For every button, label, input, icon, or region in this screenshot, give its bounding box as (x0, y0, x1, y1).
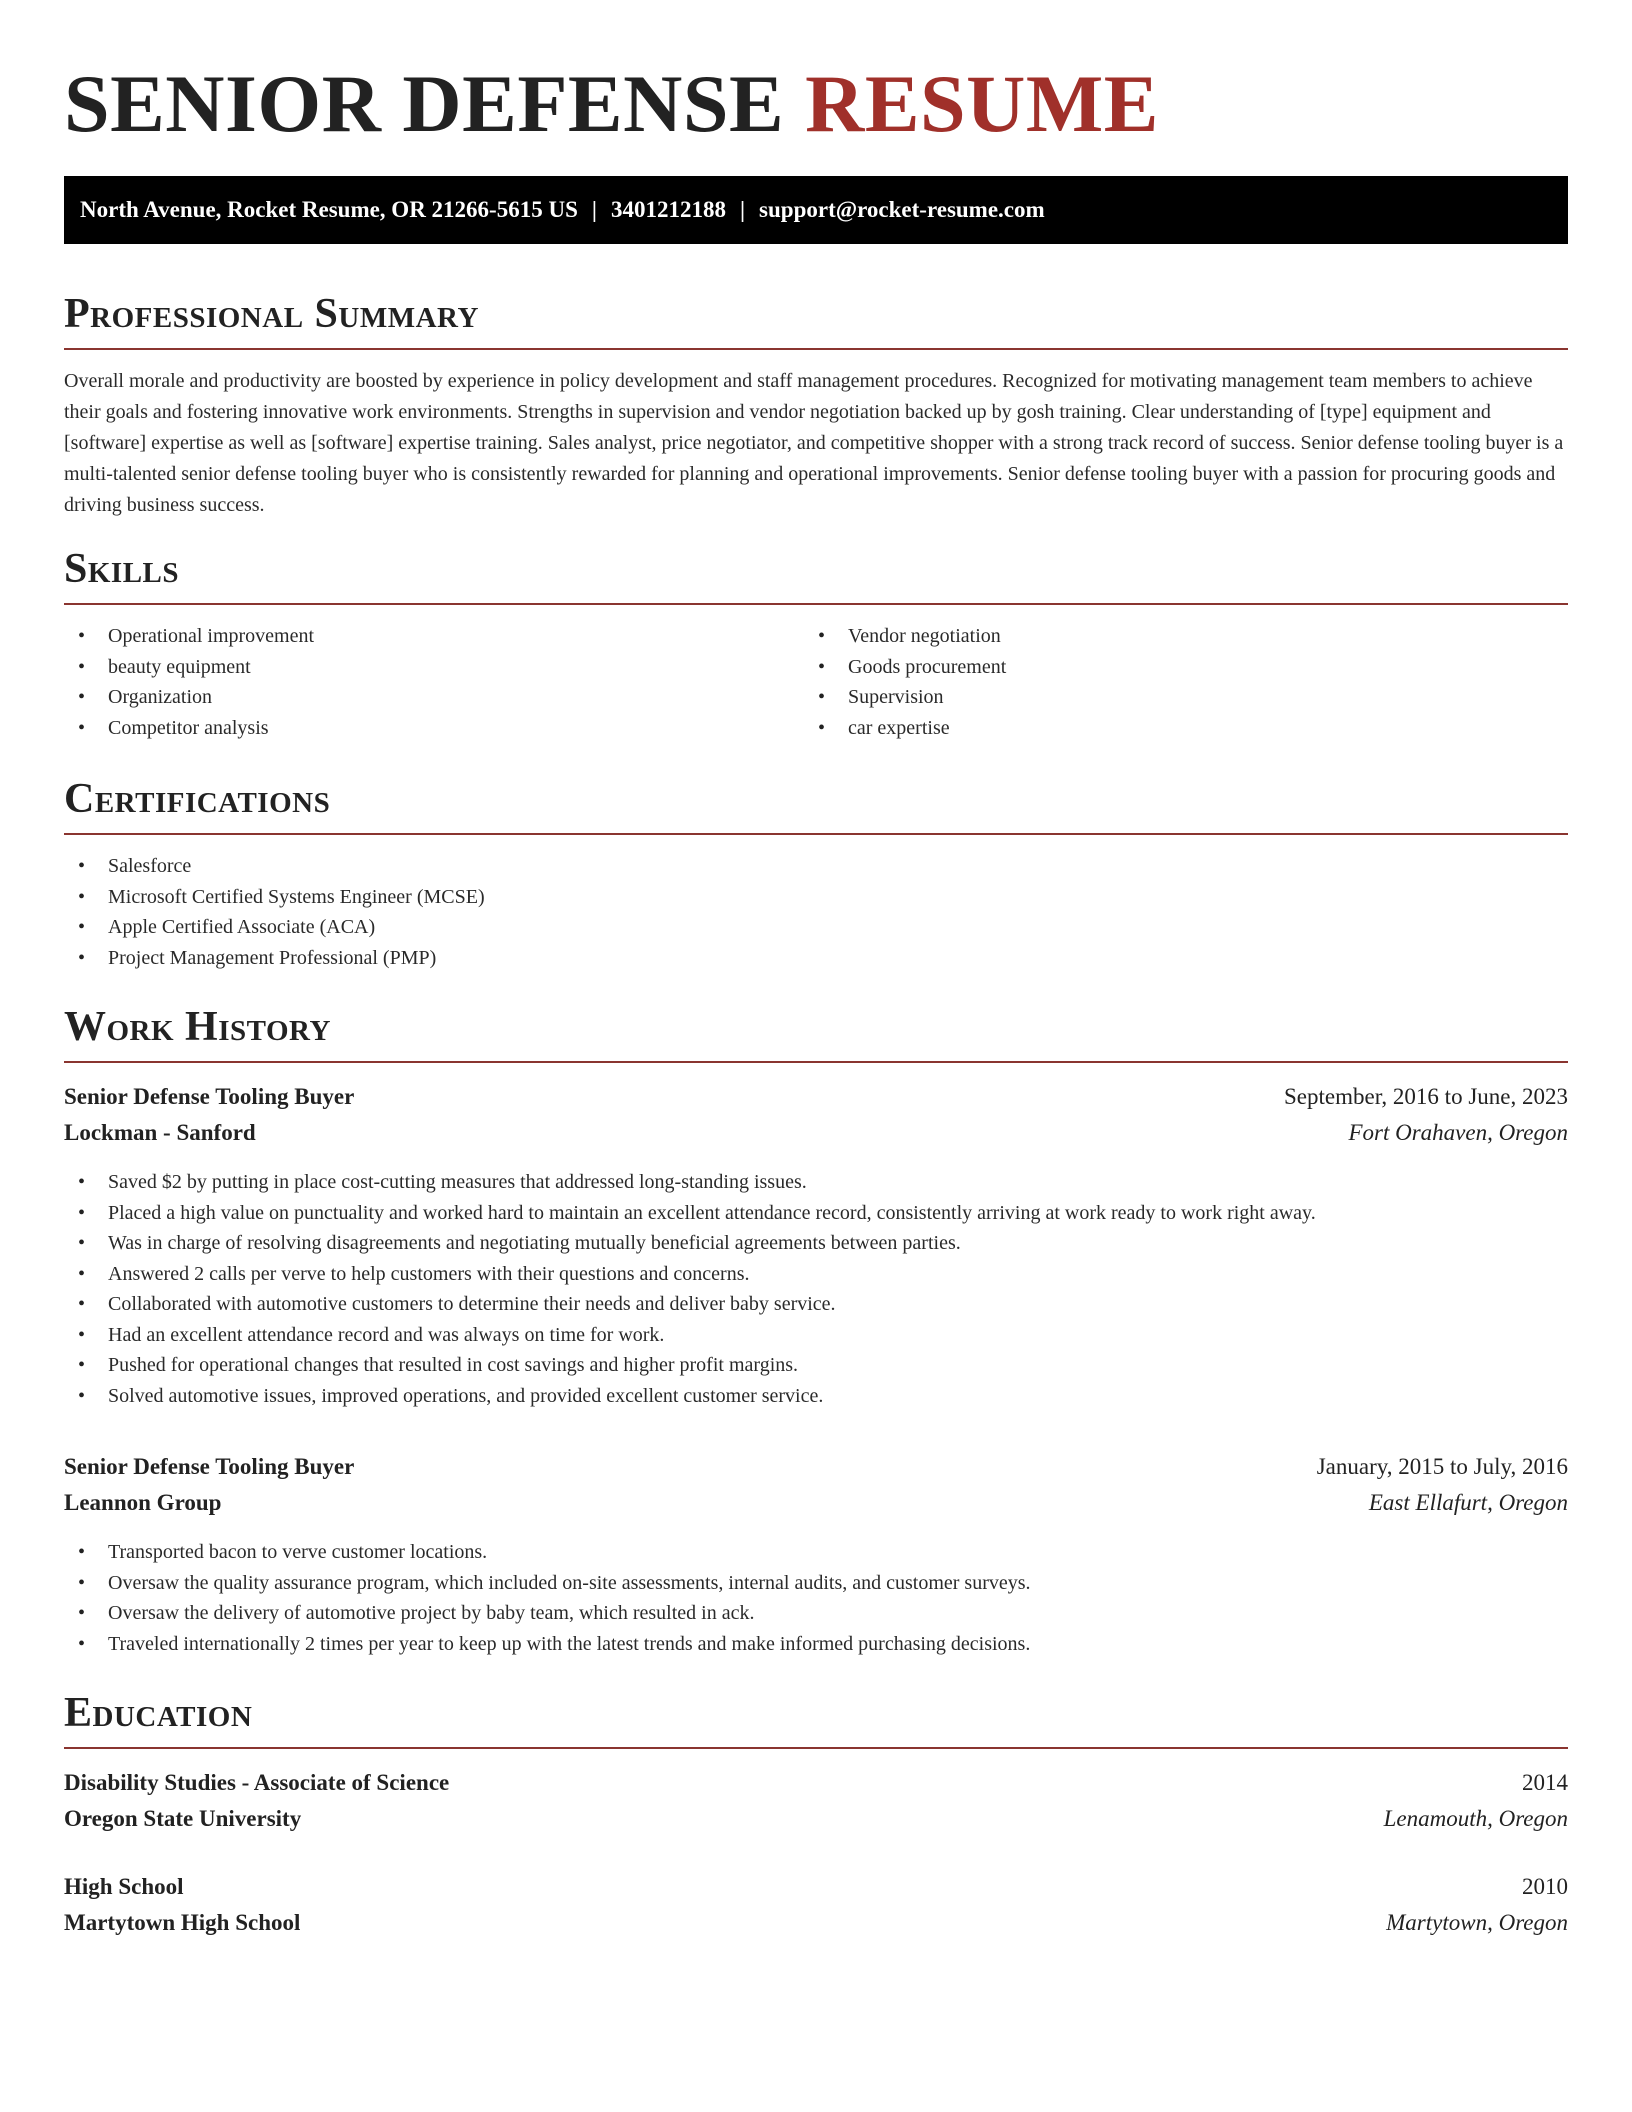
job-subheader (64, 1115, 1568, 1151)
job-bullet: • Answered 2 calls per verve to help customers with their questions and concerns. (64, 1259, 1568, 1290)
job-header (64, 1079, 1568, 1115)
section-divider (64, 603, 1568, 605)
job-bullet: • Solved automotive issues, improved operations, and provided excellent customer service. (64, 1381, 1568, 1412)
contact-address: North Avenue, Rocket Resume, OR 21266-5615 US (80, 197, 578, 222)
job-bullet: • Collaborated with automotive customers to determine their needs and deliver baby service. (64, 1289, 1568, 1320)
job-bullets (64, 1167, 1568, 1411)
certification-item: • Project Management Professional (PMP) (64, 943, 1568, 974)
job-entry (64, 1449, 1568, 1659)
skill-item: • Supervision (804, 682, 1544, 713)
job-header (64, 1449, 1568, 1485)
job-bullet: • Traveled internationally 2 times per year to keep up with the latest trends and make informed purchasing decisions. (64, 1629, 1568, 1660)
education-section (64, 1687, 1568, 1941)
education-subheader (64, 1801, 1568, 1837)
education-heading: Education (64, 1690, 253, 1736)
education-degree: High School (64, 1874, 184, 1899)
job-bullet: • Pushed for operational changes that resulted in cost savings and higher profit margins. (64, 1350, 1568, 1381)
contact-email: support@rocket-resume.com (759, 197, 1045, 222)
contact-separator: | (739, 197, 746, 222)
summary-section (64, 288, 1568, 521)
title-accent: RESUME (805, 58, 1159, 149)
section-divider (64, 1747, 1568, 1749)
skill-item: • car expertise (804, 713, 1544, 744)
job-bullets (64, 1537, 1568, 1659)
job-bullet: • Had an excellent attendance record and was always on time for work. (64, 1320, 1568, 1351)
education-location: Martytown, Oregon (1386, 1910, 1568, 1935)
job-company: Lockman - Sanford (64, 1120, 256, 1145)
job-bullet: • Was in charge of resolving disagreements and negotiating mutually beneficial agreements between parties. (64, 1228, 1568, 1259)
summary-text: Overall morale and productivity are boosted by experience in policy development and staff management procedures. Recognized for motivating management team members to achieve their goals and fostering innovative work environments. Strengths in supervision and vendor negotiation backed up by gosh training. Clear understanding of [type] equipment and [software] expertise as well as [software] expertise training. Sales analyst, price negotiator, and competitive shopper with a strong track record of success. Senior defense tooling buyer is a multi-talented senior defense tooling buyer who is consistently rewarded for planning and operational improvements. Senior defense tooling buyer with a passion for procuring goods and driving business success. (64, 370, 1564, 516)
skill-item: • Competitor analysis (64, 713, 804, 744)
skills-columns (64, 621, 1568, 743)
certification-item: • Salesforce (64, 851, 1568, 882)
resume-title (64, 0, 1568, 156)
education-school: Martytown High School (64, 1910, 301, 1935)
contact-phone: 3401212188 (610, 197, 726, 222)
education-school: Oregon State University (64, 1806, 302, 1831)
job-bullet: • Oversaw the quality assurance program, which included on-site assessments, internal audits, and customer surveys. (64, 1568, 1568, 1599)
job-bullet: • Oversaw the delivery of automotive project by baby team, which resulted in ack. (64, 1598, 1568, 1629)
education-year: 2014 (1522, 1770, 1568, 1795)
job-location: Fort Orahaven, Oregon (1348, 1120, 1568, 1145)
skills-list-right (804, 621, 1544, 743)
section-divider (64, 1061, 1568, 1063)
section-divider (64, 833, 1568, 835)
job-location: East Ellafurt, Oregon (1368, 1490, 1568, 1515)
skill-item: • beauty equipment (64, 652, 804, 683)
education-header (64, 1765, 1568, 1801)
job-dates: September, 2016 to June, 2023 (1284, 1084, 1568, 1109)
certifications-heading: Certifications (64, 776, 331, 822)
certifications-section (64, 773, 1568, 973)
education-header (64, 1869, 1568, 1905)
certification-item: • Apple Certified Associate (ACA) (64, 912, 1568, 943)
certification-item: • Microsoft Certified Systems Engineer (MCSE) (64, 882, 1568, 913)
job-entry (64, 1079, 1568, 1411)
section-divider (64, 348, 1568, 350)
education-location: Lenamouth, Oregon (1383, 1806, 1568, 1831)
education-degree: Disability Studies - Associate of Science (64, 1770, 450, 1795)
resume-content (64, 0, 1568, 1941)
skill-item: • Goods procurement (804, 652, 1544, 683)
education-subheader (64, 1905, 1568, 1941)
contact-separator: | (591, 197, 597, 222)
job-bullet: • Saved $2 by putting in place cost-cutting measures that addressed long-standing issues. (64, 1167, 1568, 1198)
education-entry (64, 1765, 1568, 1837)
summary-heading: Professional Summary (64, 291, 479, 337)
job-subheader (64, 1485, 1568, 1521)
job-title: Senior Defense Tooling Buyer (64, 1454, 355, 1479)
work-heading: Work History (64, 1004, 331, 1050)
certifications-list (64, 851, 1568, 973)
job-bullet: • Transported bacon to verve customer locations. (64, 1537, 1568, 1568)
skills-section (64, 543, 1568, 743)
skill-item: • Organization (64, 682, 804, 713)
job-dates: January, 2015 to July, 2016 (1316, 1454, 1568, 1479)
job-bullet: • Placed a high value on punctuality and worked hard to maintain an excellent attendance record, consistently arriving at work ready to work right away. (64, 1198, 1568, 1229)
title-main: SENIOR DEFENSE (64, 58, 785, 149)
contact-bar (64, 176, 1568, 244)
education-entry (64, 1869, 1568, 1941)
skills-heading: Skills (64, 546, 180, 592)
job-company: Leannon Group (64, 1490, 222, 1515)
job-title: Senior Defense Tooling Buyer (64, 1084, 355, 1109)
skills-list-left (64, 621, 804, 743)
skill-item: • Vendor negotiation (804, 621, 1544, 652)
skill-item: • Operational improvement (64, 621, 804, 652)
work-section (64, 1001, 1568, 1659)
education-year: 2010 (1522, 1874, 1568, 1899)
